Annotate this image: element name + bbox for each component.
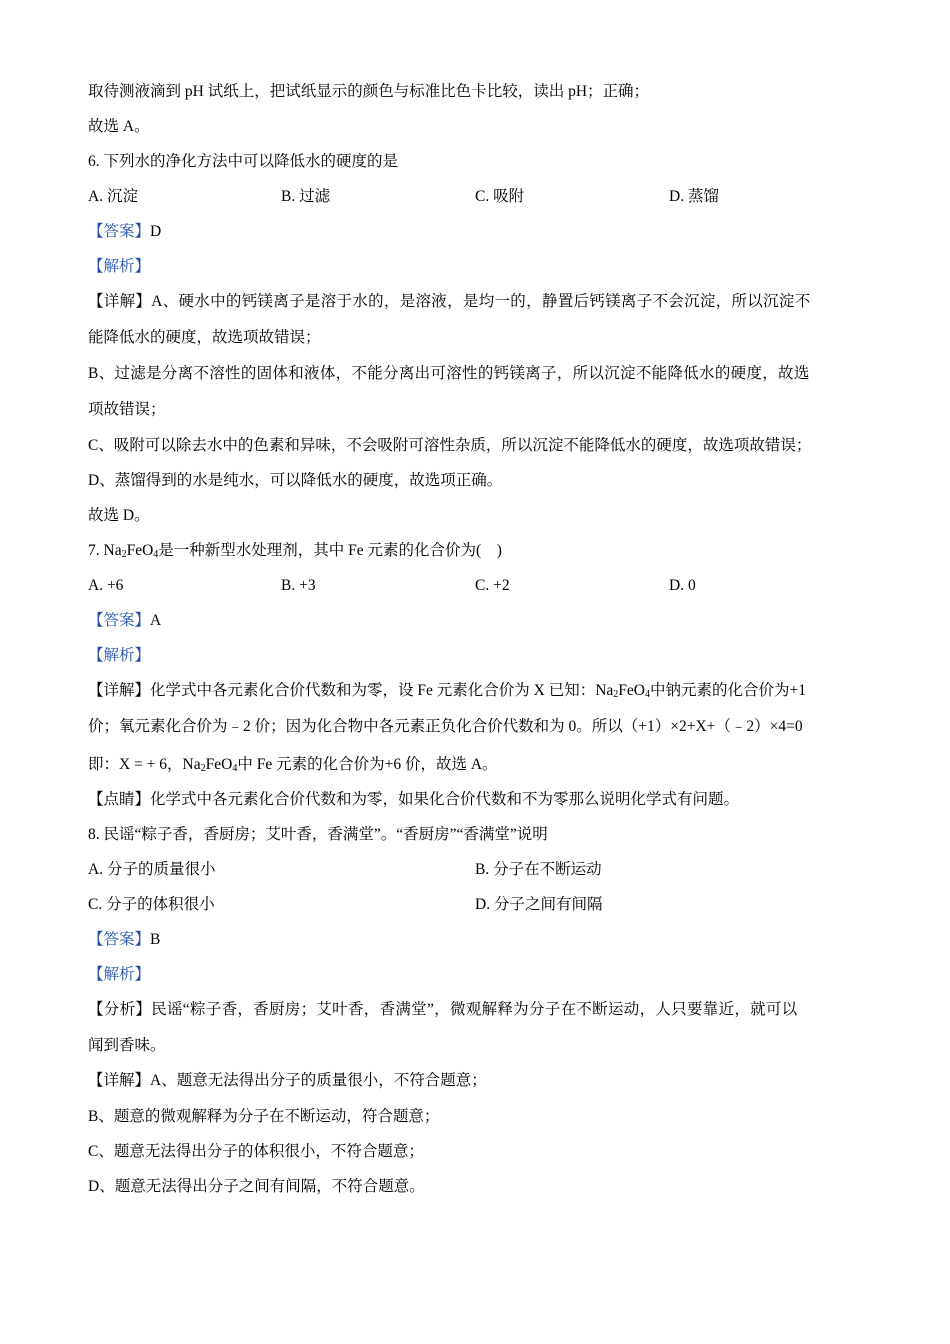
q7-note-line xyxy=(88,790,739,810)
subscript: 4 xyxy=(153,549,159,560)
answer-value: A xyxy=(150,612,162,629)
q6-option-c: C. 吸附 xyxy=(475,188,525,205)
formula-part: FeO xyxy=(205,756,233,773)
jiexi-tag: 【解析】 xyxy=(88,258,151,275)
stem-part: 7. Na xyxy=(88,542,122,559)
question-6-stem: 6. 下列水的净化方法中可以降低水的硬度的是 xyxy=(88,153,399,170)
q6-answer-line xyxy=(88,222,161,242)
text-line: D、题意无法得出分子之间有间隔，不符合题意。 xyxy=(88,1178,425,1195)
detail-text: 中 Fe 元素的化合价为+6 价，故选 A。 xyxy=(237,756,498,773)
text-line: B、过滤是分离不溶性的固体和液体，不能分离出可溶性的钙镁离子，所以沉淀不能降低水的硬度，故选 xyxy=(88,365,810,382)
text-line: 故选 A。 xyxy=(88,118,150,135)
q6-option-a: A. 沉淀 xyxy=(88,188,138,205)
text-line: 闻到香味。 xyxy=(88,1037,166,1054)
text-line: 能降低水的硬度，故选项故错误； xyxy=(88,329,321,346)
q8-detail-line xyxy=(88,1071,487,1091)
detail-text: 中钠元素的化合价为+1 xyxy=(650,682,806,699)
q6-analysis-tag xyxy=(88,257,150,277)
q6-option-b: B. 过滤 xyxy=(281,188,331,205)
answer-tag: 【答案】 xyxy=(88,931,151,948)
q7-answer-line xyxy=(88,611,161,631)
q7-option-d: D. 0 xyxy=(669,577,696,594)
detail-tag: 【详解】 xyxy=(88,293,152,310)
text-line: D、蒸馏得到的水是纯水，可以降低水的硬度，故选项正确。 xyxy=(88,472,503,489)
note-text: 化学式中各元素化合价代数和为零，如果化合价代数和不为零那么说明化学式有问题。 xyxy=(150,791,740,808)
q8-option-d: D. 分子之间有间隔 xyxy=(475,896,603,913)
text-line: C、题意无法得出分子的体积很小，不符合题意； xyxy=(88,1143,424,1160)
subscript: 2 xyxy=(200,763,206,774)
text-line: C、吸附可以除去水中的色素和异味，不会吸附可溶性杂质，所以沉淀不能降低水的硬度，故选项故错误； xyxy=(88,437,812,454)
answer-tag: 【答案】 xyxy=(88,223,151,240)
detail-text: A、题意无法得出分子的质量很小，不符合题意； xyxy=(150,1072,487,1089)
stem-part: 是一种新型水处理剂，其中 Fe 元素的化合价为( ) xyxy=(158,542,502,559)
question-7-stem xyxy=(88,541,502,561)
q7-option-b: B. +3 xyxy=(281,577,316,594)
q6-option-d: D. 蒸馏 xyxy=(669,188,719,205)
subscript: 2 xyxy=(121,549,127,560)
jiexi-tag: 【解析】 xyxy=(88,966,151,983)
subscript: 4 xyxy=(232,763,238,774)
jiexi-tag: 【解析】 xyxy=(88,647,151,664)
formula-part: FeO xyxy=(618,682,645,699)
q7-detail-line xyxy=(88,681,806,701)
text-line: 项故错误； xyxy=(88,401,166,418)
subscript: 2 xyxy=(613,689,619,700)
text-line xyxy=(88,755,498,775)
q8-option-a: A. 分子的质量很小 xyxy=(88,861,216,878)
text-line: 故选 D。 xyxy=(88,507,150,524)
q7-option-a: A. +6 xyxy=(88,577,124,594)
q8-option-c: C. 分子的体积很小 xyxy=(88,896,215,913)
subscript: 4 xyxy=(645,689,650,700)
answer-value: B xyxy=(150,931,161,948)
question-8-stem: 8. 民谣“粽子香，香厨房；艾叶香，香满堂”。“香厨房”“香满堂”说明 xyxy=(88,826,548,843)
note-tag: 【点睛】 xyxy=(88,791,151,808)
text-line: 价；氧元素化合价为﹣2 价；因为化合物中各元素正负化合价代数和为 0。所以（+1）×2+X+（﹣2）×4=0 xyxy=(88,718,803,735)
q8-answer-line xyxy=(88,930,160,950)
detail-tag: 【详解】 xyxy=(88,1072,151,1089)
detail-text: 化学式中各元素化合价代数和为零，设 Fe 元素化合价为 X 已知：Na xyxy=(150,682,614,699)
detail-text: 即：X = + 6，Na xyxy=(88,756,201,773)
answer-value: D xyxy=(150,223,162,240)
q8-option-b: B. 分子在不断运动 xyxy=(475,861,602,878)
answer-tag: 【答案】 xyxy=(88,612,151,629)
q8-analysis-line xyxy=(88,1000,798,1020)
stem-part: FeO xyxy=(126,542,154,559)
detail-text: A、硬水中的钙镁离子是溶于水的，是溶液，是均一的，静置后钙镁离子不会沉淀，所以沉淀不 xyxy=(151,293,811,310)
q6-detail-line xyxy=(88,292,811,312)
q8-analysis-tag xyxy=(88,965,150,985)
q7-option-c: C. +2 xyxy=(475,577,510,594)
analysis-tag: 【分析】 xyxy=(88,1001,152,1018)
analysis-text: 民谣“粽子香，香厨房；艾叶香，香满堂”，微观解释为分子在不断运动，人只要靠近，就可以 xyxy=(151,1001,798,1018)
detail-tag: 【详解】 xyxy=(88,682,151,699)
q7-analysis-tag xyxy=(88,646,150,666)
text-line: B、题意的微观解释为分子在不断运动，符合题意； xyxy=(88,1108,440,1125)
text-line: 取待测液滴到 pH 试纸上，把试纸显示的颜色与标准比色卡比较，读出 pH；正确； xyxy=(88,83,650,100)
